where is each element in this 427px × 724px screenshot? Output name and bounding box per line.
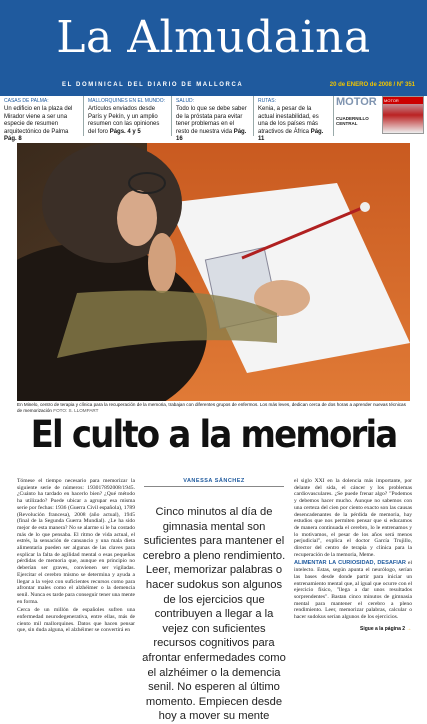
- teaser-mallorquines[interactable]: [84, 96, 172, 136]
- motor-word: MOTOR: [336, 96, 377, 108]
- byline: VANESSA SÁNCHEZ: [183, 478, 245, 484]
- photo-illustration: [17, 143, 410, 401]
- teaser-category: RUTAS:: [258, 98, 276, 104]
- masthead: [0, 0, 427, 108]
- teaser-rutas[interactable]: [254, 96, 334, 142]
- teaser-page: Pág. 8: [4, 136, 22, 142]
- teaser-text: Artículos enviados desde París y Pekín, y un amplio resumen con las opiniones del foro Págs. 4 y 5: [88, 106, 160, 135]
- continued-text: Sigue a la página 2: [360, 626, 406, 632]
- photo-credit: FOTO: S. LLOMPART: [53, 408, 99, 413]
- motor-subtitle: CUADERNILLO CENTRAL: [336, 116, 369, 126]
- teaser-casas[interactable]: [0, 96, 84, 142]
- body-paragraph: Cerca de un millón de españoles sufren una enfermedad neurodegenerativa, entre ellas, más de ciento mil mallorquines. Datos que hacen pensar que, sin duda alguna, el alzhéimer se convertirá en: [17, 607, 135, 634]
- teaser-page: Pág. 16: [176, 128, 247, 142]
- continued-link[interactable]: [360, 626, 411, 632]
- teaser-salud[interactable]: [172, 96, 254, 142]
- masthead-title: La Almudaina: [56, 12, 371, 63]
- teaser-page: Págs. 4 y 5: [109, 128, 141, 135]
- body-paragraph: ALIMENTAR LA CURIOSIDAD, DESAFIAR el intelecto. Estas, según apunta el neurólogo, serían las bases desde donde partir para iniciar un entrenamiento mental que, al igual que ocurre con el ejercicio físico, "llega a dar unos resultados sorprendentes". Bastan cinco minutos de gimnasia mental para mantener el cerebro a pleno rendimiento. Leer, memorizar palabras, calcular o hacer sudokus serían algunos de los ejercicios.: [294, 560, 412, 621]
- lede: Cinco minutos al día de gimnasia mental son suficientes para mantener el cerebro a pleno rendimiento. Leer, memorizar palabras o hacer sudokus son algunos de los ejercicios que contribuyen a llegar a la vejez con suficientes recursos cognitivos para afrontar enfermedades como el alzhéimer o la demencia senil. No esperen al último momento. Empiecen desde hoy a mover su mente: [142, 506, 286, 723]
- arrow-right-icon: →: [406, 626, 412, 632]
- teaser-category: SALUD:: [176, 98, 195, 104]
- motor-thumbnail[interactable]: [382, 96, 424, 134]
- teaser-text: Un edificio en la plaza del Mirador viene a ser una especie de resumen arquitectónico de Palma Pág. 8: [4, 106, 73, 142]
- teaser-strip: [0, 96, 427, 142]
- masthead-date: 20 de ENERO de 2008 / Nº 351: [329, 82, 415, 88]
- lead-in: ALIMENTAR LA CURIOSIDAD, DESAFIAR: [294, 560, 406, 567]
- teaser-text: Kenia, a pesar de la actual inestabilidad, es una de los países más atractivos de África Pág. 11: [258, 106, 324, 142]
- body-column-left: [17, 478, 135, 636]
- teaser-text: Todo lo que se debe saber de la próstata para evitar tener problemas en el resto de nuestra vida Pág. 16: [176, 106, 247, 142]
- main-photo: [17, 143, 410, 401]
- motor-teaser[interactable]: [336, 96, 378, 136]
- teaser-category: CASAS DE PALMA:: [4, 98, 49, 104]
- byline-rule: [144, 486, 284, 487]
- body-paragraph: el siglo XXI en la dolencia más importante, por delante del sida, el cáncer y los problemas cardiovasculares. ¿Se puede frenar algo? "Podemos y debemos hacer mucho. Aunque no sabemos con una certeza del cien por ciento exacto son las causas desencadenantes de la pérdida de memoria, hay estudios que nos permiten pensar que si educamos de manera continuada el cerebro, lo le entrenamos y lo motivamos, el pesar de los años será menos perjudicial", explica el doctor García Trujillo, director del centro de terapia y clínica para la recuperación de la memoria, Meme.: [294, 478, 412, 558]
- body-paragraph: Tómese el tiempo necesario para memorizar la siguiente serie de números: 193017892008/1945. ¿Cuánto ha tardado en hacerlo bien? ¿Qué método ha utilizado? Puede ubicar a agrupar esa misma serie por fechas: 1936 (Guerra Civil española), 1789 (Revolución francesa), 2008 (año actual), 1945 (final de la Segunda Guerra Mundial). ¿Le ha sido mejor de esta manera? No se alarme si le ha costado más de lo que pensaba. El ritmo de vida actual, el estrés, la sensación de cansancio y una mala dieta alimentaria pueden ser algunas de las claves para explicar la falta de agilidad mental o esas pequeñas pérdidas de memoria que, aunque en principio no deberían ser graves, convienen ser vigiladas. Ejercitar el cerebro mismo se determina y ayuda a llegar a la vejez con suficientes recursos como para afrontar males como el alzhéimer o la demencia senil. Nunca es tarde para conseguir tener una mente en forma.: [17, 478, 135, 605]
- body-column-right: [294, 478, 412, 623]
- headline: El culto a la memoria: [30, 413, 397, 456]
- center-column: [141, 478, 287, 724]
- teaser-page: Pág. 11: [258, 128, 324, 142]
- teaser-category: MALLORQUINES EN EL MUNDO:: [88, 98, 166, 104]
- caption-text: En Minelo, centro de terapia y clínica para la recuperación de la memoria, trabajan con diferentes grupos de enfermos. Los más leves, dedican cerca de dos horas a aprender nuevas técnicas de memorización: [17, 402, 406, 413]
- motor-thumb-label: MOTOR: [383, 97, 423, 104]
- masthead-subtitle: EL DOMINICAL DEL DIARIO DE MALLORCA: [62, 82, 244, 88]
